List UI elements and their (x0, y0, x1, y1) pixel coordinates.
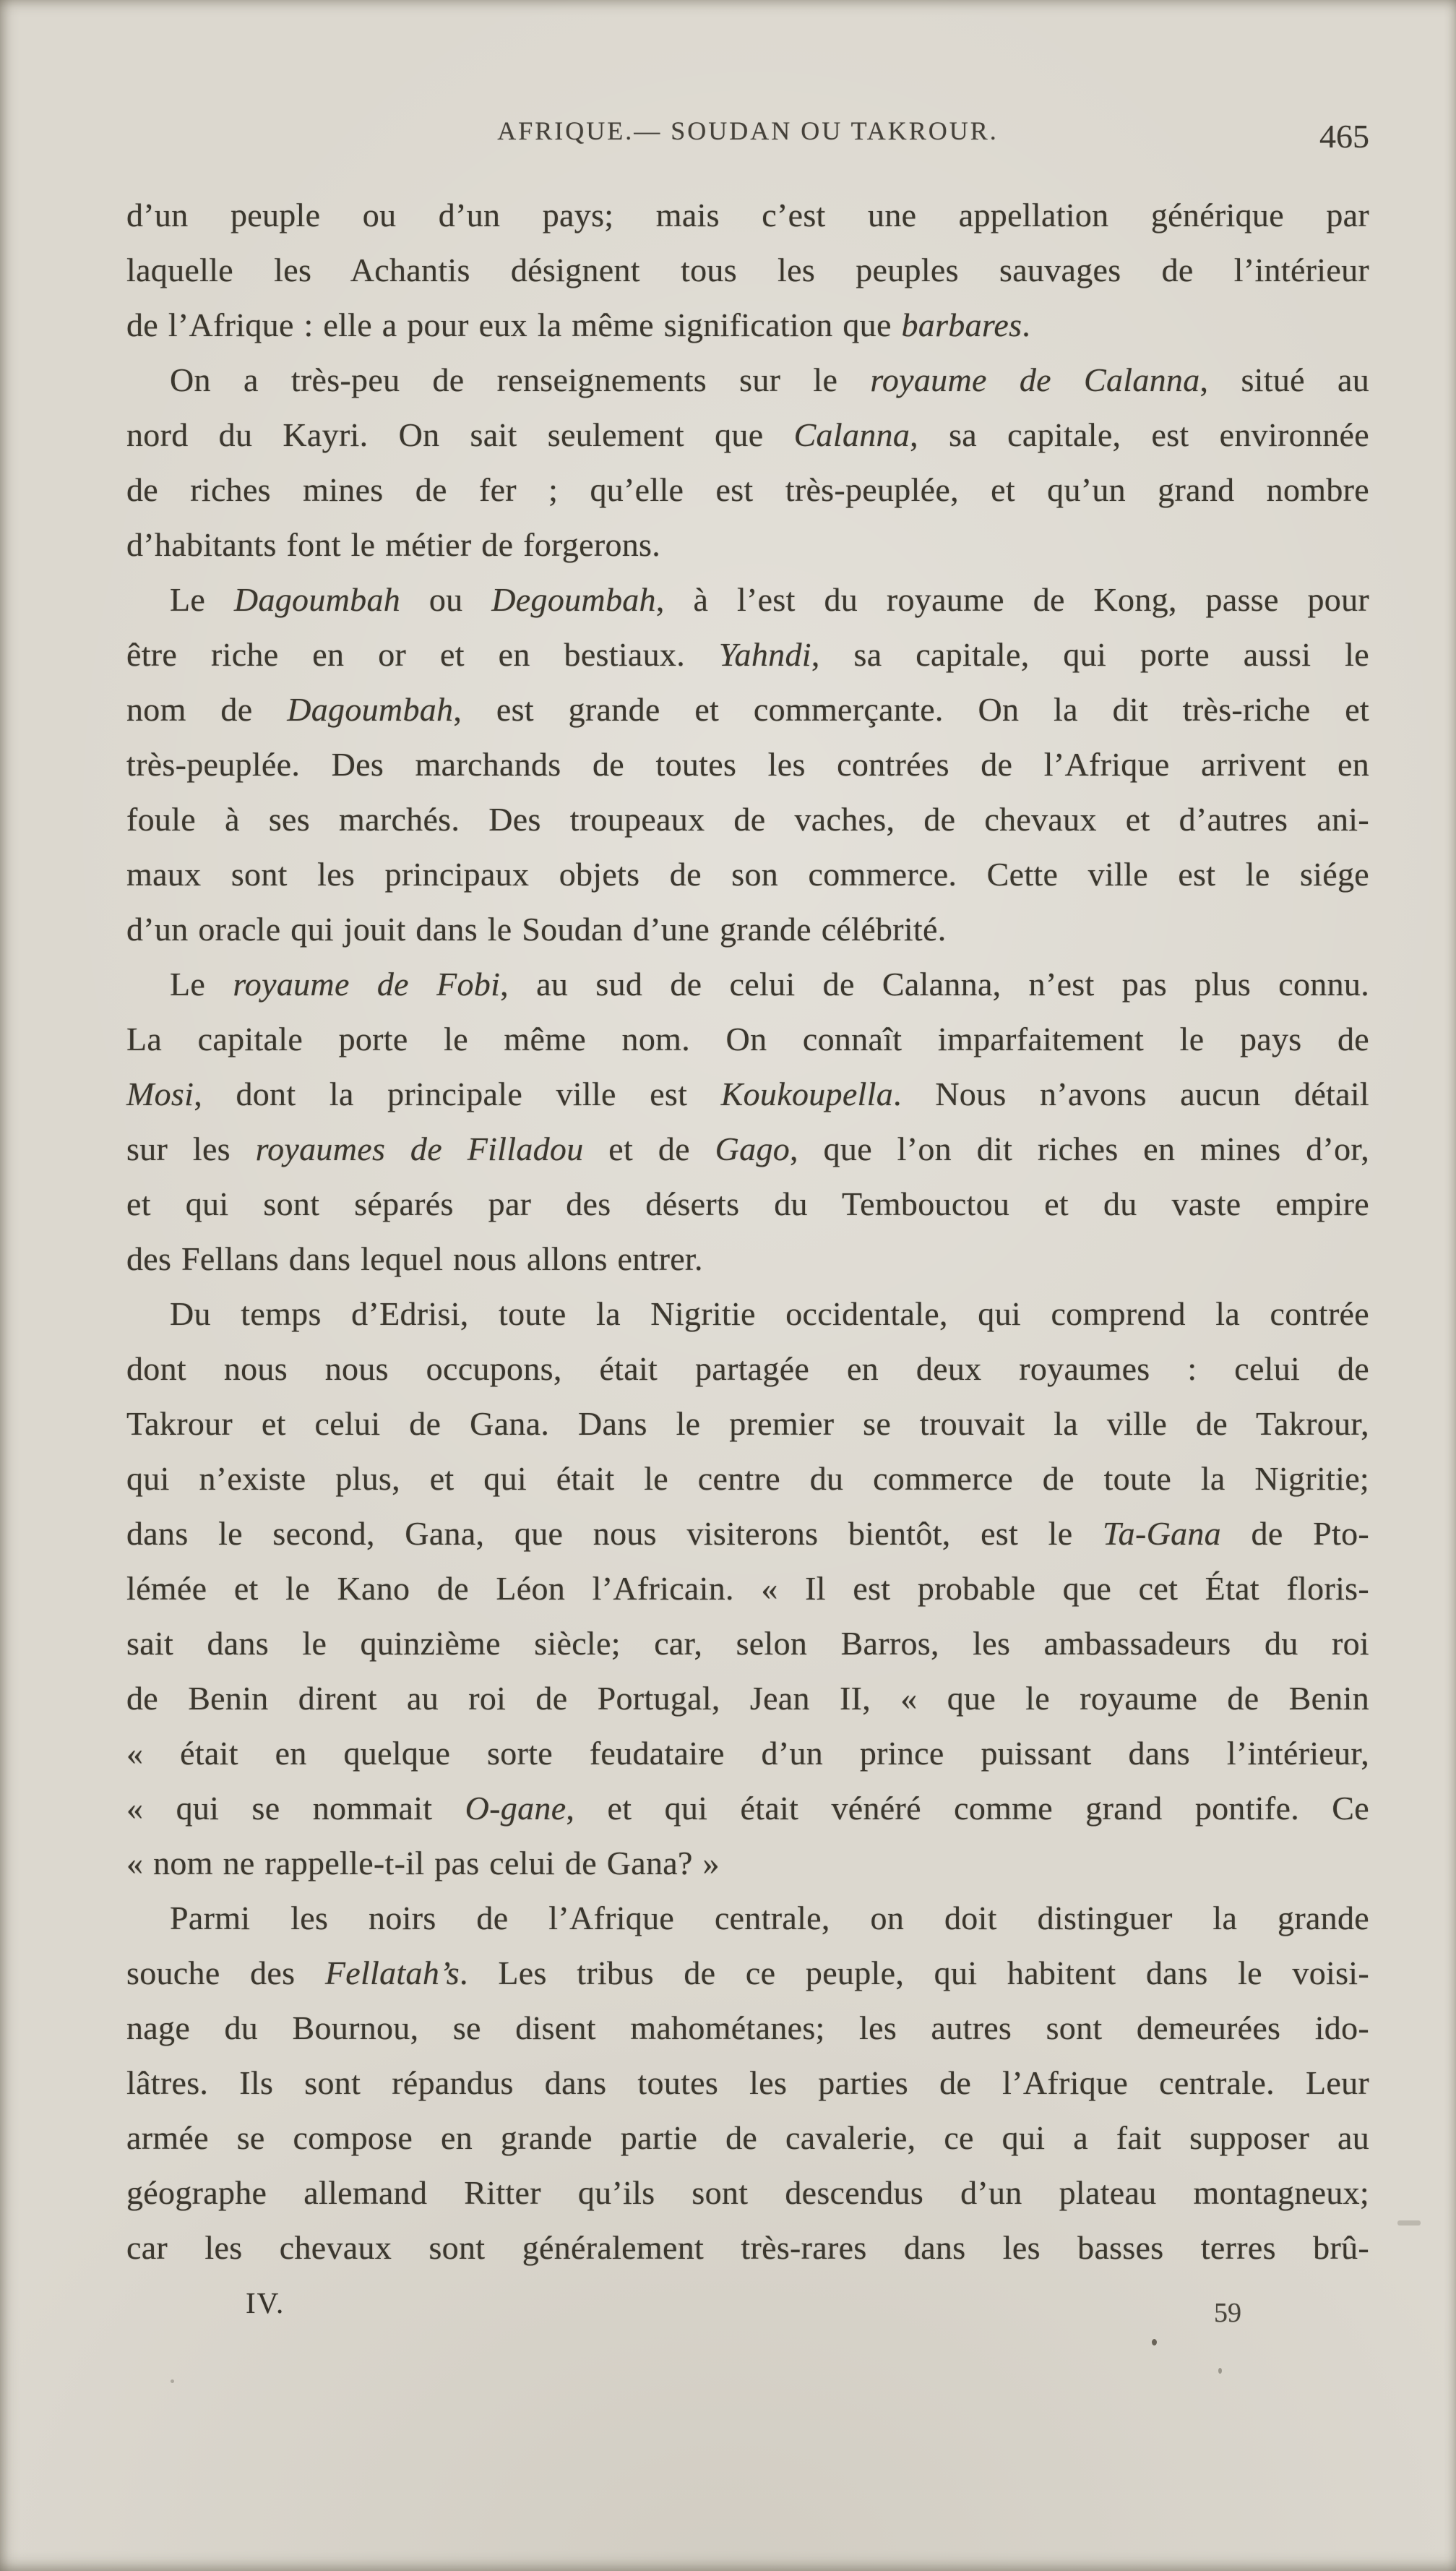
text-run: de Pto- (1220, 1515, 1369, 1552)
text-run: maux sont les principaux objets de son commerce. Cette ville est le siége (126, 856, 1369, 893)
text-line (126, 463, 1369, 518)
text-run: souche des (126, 1954, 325, 1991)
text-run: Le (170, 966, 233, 1003)
text-run: d’un oracle qui jouit dans le Soudan d’une grande célébrité. (126, 911, 947, 948)
italic-run: Fellatah’s (324, 1954, 460, 1991)
text-run: géographe allemand Ritter qu’ils sont descendus d’un plateau montagneux; (126, 2174, 1369, 2211)
text-line (126, 682, 1369, 737)
page-number: 465 (1319, 118, 1369, 155)
text-run: , à l’est du royaume de Kong, passe pour (655, 581, 1370, 618)
text-run: de riches mines de fer ; qu’elle est très-peuplée, et qu’un grand nombre (126, 471, 1369, 508)
text-line (126, 737, 1369, 792)
text-run: d’habitants font le métier de forgerons. (126, 526, 661, 563)
text-line (126, 1012, 1369, 1067)
text-run: et qui sont séparés par des déserts du Tembouctou et du vaste empire (126, 1185, 1369, 1222)
text-line (126, 1506, 1369, 1561)
text-run: Parmi les noirs de l’Afrique centrale, on doit distinguer la grande (170, 1900, 1369, 1936)
text-run: . Nous n’avons aucun détail (893, 1076, 1369, 1112)
running-header-title: AFRIQUE.— SOUDAN OU TAKROUR. (497, 116, 999, 145)
text-run: nage du Bournou, se disent mahométanes; les autres sont demeurées ido- (126, 2009, 1369, 2046)
text-run: et de (583, 1130, 715, 1167)
text-line (126, 1781, 1369, 1836)
text-line (126, 627, 1369, 682)
paragraph (126, 572, 1369, 957)
text-line (126, 2056, 1369, 2111)
text-run: foule à ses marchés. Des troupeaux de vaches, de chevaux et d’autres ani- (126, 801, 1369, 838)
text-line (126, 1561, 1369, 1616)
running-header (126, 116, 1369, 156)
italic-run: Dagoumbah (287, 691, 454, 728)
text-line (126, 2001, 1369, 2056)
text-line (126, 298, 1369, 353)
text-line (126, 1287, 1369, 1342)
ink-speck (1152, 2339, 1157, 2345)
text-run: car les chevaux sont généralement très-rares dans les basses terres brû- (126, 2229, 1369, 2266)
text-run: sait dans le quinzième siècle; car, selon Barros, les ambassadeurs du roi (126, 1625, 1369, 1662)
page-body (126, 188, 1369, 2275)
text-run: lémée et le Kano de Léon l’Africain. « Il est probable que cet État floris- (126, 1570, 1369, 1607)
italic-run: Ta-Gana (1102, 1515, 1221, 1552)
text-run: Du temps d’Edrisi, toute la Nigritie occidentale, qui comprend la contrée (170, 1295, 1369, 1332)
footer-volume-number: IV. (246, 2286, 285, 2319)
text-run: , est grande et commerçante. On la dit très-riche et (453, 691, 1369, 728)
text-run: nom de (126, 691, 288, 728)
text-run: armée se compose en grande partie de cavalerie, ce qui a fait supposer au (126, 2119, 1369, 2156)
text-run: « était en quelque sorte feudataire d’un prince puissant dans l’intérieur, (126, 1735, 1369, 1772)
text-line (126, 1342, 1369, 1396)
italic-run: Gago (715, 1130, 791, 1167)
text-line (126, 408, 1369, 463)
text-line (126, 792, 1369, 847)
text-run: Takrour et celui de Gana. Dans le premier se trouvait la ville de Takrour, (126, 1405, 1369, 1442)
text-run: des Fellans dans lequel nous allons entrer. (126, 1240, 703, 1277)
text-line (126, 1616, 1369, 1671)
paragraph (126, 1287, 1369, 1891)
ink-speck (1218, 2368, 1222, 2374)
text-run: dans le second, Gana, que nous visiterons bientôt, est le (126, 1515, 1103, 1552)
text-line (126, 243, 1369, 298)
paragraph (126, 957, 1369, 1287)
text-run: ou (400, 581, 492, 618)
text-line (126, 1067, 1369, 1122)
text-line (126, 572, 1369, 627)
text-run: , sa capitale, est environnée (910, 416, 1369, 453)
text-line (126, 1891, 1369, 1946)
text-run: qui n’existe plus, et qui était le centre du commerce de toute la Nigritie; (126, 1460, 1369, 1497)
text-line (126, 188, 1369, 243)
text-run: laquelle les Achantis désignent tous les peuples sauvages de l’intérieur (126, 252, 1369, 288)
italic-run: royaumes de Filladou (255, 1130, 584, 1167)
text-run: Le (170, 581, 234, 618)
italic-run: Koukoupella (720, 1076, 894, 1112)
italic-run: royaume de Calanna (870, 361, 1200, 398)
italic-run: Yahndi (718, 636, 811, 673)
text-block (126, 116, 1369, 2275)
text-line (126, 847, 1369, 902)
text-line (126, 2111, 1369, 2166)
text-run: , au sud de celui de Calanna, n’est pas plus connu. (500, 966, 1369, 1003)
italic-run: Degoumbah (491, 581, 656, 618)
text-run: être riche en or et en bestiaux. (126, 636, 719, 673)
italic-run: barbares (901, 306, 1022, 343)
text-line (126, 902, 1369, 957)
text-line (126, 1836, 1369, 1891)
text-line (126, 1726, 1369, 1781)
italic-run: O-gane (465, 1790, 567, 1827)
footer-signature-number: 59 (1214, 2298, 1241, 2328)
text-run: . (1022, 306, 1031, 343)
text-run: . Les tribus de ce peuple, qui habitent dans le voisi- (460, 1954, 1370, 1991)
text-run: sur les (126, 1130, 256, 1167)
paragraph (126, 188, 1369, 353)
text-line (126, 1671, 1369, 1726)
text-line (126, 2220, 1369, 2275)
text-run: dont nous nous occupons, était partagée en deux royaumes : celui de (126, 1350, 1369, 1387)
text-run: « nom ne rappelle-t-il pas celui de Gana? » (126, 1845, 720, 1881)
text-run: de Benin dirent au roi de Portugal, Jean II, « que le royaume de Benin (126, 1680, 1369, 1717)
text-line (126, 1232, 1369, 1287)
text-run: La capitale porte le même nom. On connaît imparfaitement le pays de (126, 1021, 1369, 1057)
text-run: nord du Kayri. On sait seulement que (126, 416, 794, 453)
paragraph (126, 1891, 1369, 2275)
ink-speck (1397, 2220, 1421, 2226)
text-run: de l’Afrique : elle a pour eux la même signification que (126, 306, 902, 343)
text-line (126, 518, 1369, 572)
text-run: , que l’on dit riches en mines d’or, (790, 1130, 1370, 1167)
italic-run: royaume de Fobi (233, 966, 501, 1003)
ink-speck (171, 2379, 174, 2383)
italic-run: Dagoumbah (233, 581, 401, 618)
text-line (126, 1122, 1369, 1177)
text-line (126, 1451, 1369, 1506)
text-line (126, 1396, 1369, 1451)
text-run: , et qui était vénéré comme grand pontife. Ce (566, 1790, 1369, 1827)
text-run: On a très-peu de renseignements sur le (170, 361, 871, 398)
text-line (126, 1177, 1369, 1232)
italic-run: Calanna (793, 416, 910, 453)
text-run: , sa capitale, qui porte aussi le (811, 636, 1369, 673)
text-run: d’un peuple ou d’un pays; mais c’est une appellation générique par (126, 197, 1369, 233)
text-run: , situé au (1199, 361, 1370, 398)
text-line (126, 1946, 1369, 2001)
text-run: « qui se nommait (126, 1790, 465, 1827)
text-run: lâtres. Ils sont répandus dans toutes les parties de l’Afrique centrale. Leur (126, 2064, 1369, 2101)
text-line (126, 2166, 1369, 2220)
italic-run: Mosi (126, 1076, 194, 1112)
text-run: , dont la principale ville est (194, 1076, 721, 1112)
text-run: très-peuplée. Des marchands de toutes les contrées de l’Afrique arrivent en (126, 746, 1369, 783)
text-line (126, 957, 1369, 1012)
text-line (126, 353, 1369, 408)
paragraph (126, 353, 1369, 572)
